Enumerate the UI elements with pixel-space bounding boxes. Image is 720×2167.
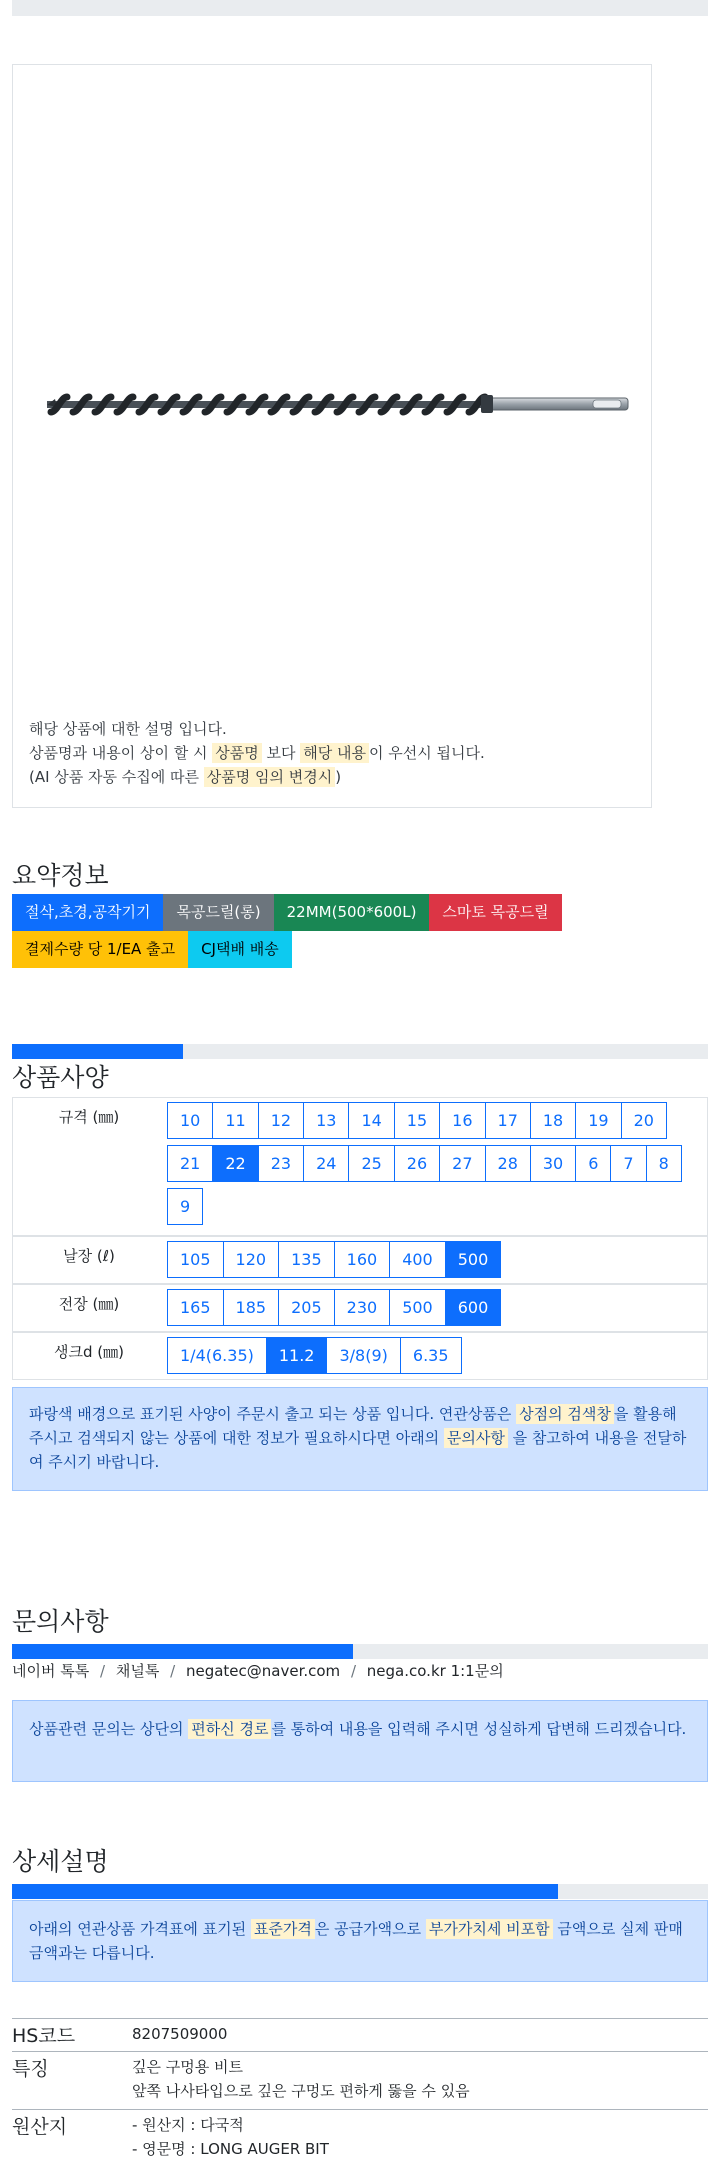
spec-option-button[interactable]: 23 [258,1145,304,1182]
spec-option-button[interactable]: 3/8(9) [326,1337,400,1374]
product-info-table [12,2018,708,2167]
spec-option-button[interactable]: 6.35 [400,1337,462,1374]
spec-option-button[interactable]: 18 [530,1102,576,1139]
info-line: 앞쪽 나사타입으로 깊은 구멍도 편하게 뚫을 수 있음 [132,2082,470,2100]
tag-shipping-qty: 결제수량 당 1/EA 출고 [12,931,188,968]
auger-drill-bit-image [33,355,633,455]
notice-text: 아래의 연관상품 가격표에 표기된 [29,1920,251,1938]
tag-courier: CJ택배 배송 [188,931,292,968]
info-line: - 영문명 : LONG AUGER BIT [132,2140,329,2158]
spec-option-button[interactable]: 400 [389,1241,446,1278]
summary-title: 요약정보 [12,861,109,890]
spec-option-button[interactable]: 9 [167,1188,203,1225]
spec-option-button[interactable]: 1/4(6.35) [167,1337,267,1374]
spec-notice [12,1387,708,1491]
spec-option-button[interactable]: 500 [389,1289,446,1326]
info-row-features [12,2051,708,2109]
spec-option-button[interactable]: 135 [278,1241,335,1278]
spec-option-button[interactable]: 20 [621,1102,667,1139]
spec-option-button[interactable]: 14 [348,1102,394,1139]
inquiry-progress-fill [12,1644,353,1659]
spec-option-button[interactable]: 230 [334,1289,391,1326]
spec-progress-bar [12,1044,708,1059]
spec-option-button[interactable]: 205 [278,1289,335,1326]
detail-title: 상세설명 [12,1847,109,1876]
info-key: 원산지 [12,2116,68,2138]
desc-text: (AI 상품 자동 수집에 따른 [29,768,204,786]
spec-row-label: 규격 (㎜) [58,1108,120,1126]
spec-options [167,1337,707,1380]
notice-text: 을 참고하여 내용을 전달하여 주시기 바랍니다. [29,1429,687,1471]
spec-row [12,1284,708,1332]
detail-progress-fill [12,1884,558,1899]
option-row [167,1145,707,1188]
desc-line-3 [29,765,485,789]
detail-notice [12,1900,708,1982]
spec-option-button[interactable]: 6 [575,1145,611,1182]
spec-option-button[interactable]: 30 [530,1145,576,1182]
notice-highlight: 편하신 경로 [188,1719,271,1739]
desc-highlight: 상품명 임의 변경시 [204,767,335,787]
info-key: 특징 [12,2058,49,2080]
top-divider-bar [12,0,708,16]
contact-channels [12,1660,504,1681]
option-row [167,1337,707,1380]
spec-option-button[interactable]: 24 [303,1145,349,1182]
spec-option-button[interactable]: 600 [445,1289,502,1326]
inquiry-title: 문의사항 [12,1607,109,1636]
tag-subcategory[interactable]: 목공드릴(롱) [163,894,273,931]
spec-row [12,1332,708,1380]
notice-text: 은 공급가액으로 [314,1920,426,1938]
spec-row [12,1097,708,1236]
info-key: HS코드 [12,2025,76,2047]
spec-option-button[interactable]: 19 [575,1102,621,1139]
tag-size[interactable]: 22MM(500*600L) [274,894,430,931]
spec-options [167,1241,707,1284]
spec-options [167,1102,707,1231]
desc-text: 보다 [261,744,301,762]
tag-category[interactable]: 절삭,초경,공작기기 [12,894,163,931]
spec-option-button[interactable]: 15 [394,1102,440,1139]
desc-text: ) [335,768,342,786]
spec-option-button[interactable]: 21 [167,1145,213,1182]
separator: / [100,1662,106,1680]
spec-option-button[interactable]: 10 [167,1102,213,1139]
spec-options [167,1289,707,1332]
spec-option-button[interactable]: 500 [445,1241,502,1278]
spec-option-button[interactable]: 105 [167,1241,224,1278]
notice-text: 파랑색 배경으로 표기된 사양이 주문시 출고 되는 상품 입니다. 연관상품은 [29,1405,517,1423]
spec-option-button[interactable]: 28 [485,1145,531,1182]
spec-option-button[interactable]: 7 [610,1145,646,1182]
info-line: 깊은 구멍용 비트 [132,2058,243,2076]
spec-title: 상품사양 [12,1063,109,1092]
inquiry-progress-bar [12,1644,708,1659]
channel-naver-talk[interactable]: 네이버 톡톡 [12,1662,90,1680]
info-value [132,2110,708,2161]
spec-option-button[interactable]: 11 [212,1102,258,1139]
product-description [29,717,485,789]
desc-line-1: 해당 상품에 대한 설명 입니다. [29,720,227,738]
option-row [167,1289,707,1332]
spec-row-label: 날장 (ℓ) [63,1247,115,1265]
notice-highlight: 문의사항 [444,1428,508,1448]
spec-row-label: 생크d (㎜) [54,1343,124,1361]
notice-text: 을 활용해 주시고 검색되지 않는 상품에 대한 정보가 필요하시다면 아래의 [29,1405,677,1447]
inquiry-notice [12,1700,708,1782]
notice-text: 를 통하여 내용을 입력해 주시면 성실하게 답변해 드리겠습니다. [271,1720,687,1738]
spec-option-button[interactable]: 160 [334,1241,391,1278]
detail-progress-bar [12,1884,708,1899]
spec-option-button[interactable]: 27 [439,1145,485,1182]
desc-text: 이 우선시 됩니다. [368,744,485,762]
spec-option-button[interactable]: 13 [303,1102,349,1139]
tag-brand[interactable]: 스마토 목공드릴 [429,894,561,931]
spec-option-button[interactable]: 16 [439,1102,485,1139]
spec-row [12,1236,708,1284]
spec-row-label: 전장 (㎜) [58,1295,120,1313]
desc-highlight: 해당 내용 [300,743,369,763]
product-image-card [12,64,652,808]
channel-channeltalk[interactable]: 채널톡 [115,1662,160,1680]
info-line: 8207509000 [132,2025,228,2043]
desc-line-2 [29,741,485,765]
channel-email[interactable]: negatec@naver.com [185,1662,341,1680]
spec-option-button[interactable]: 11.2 [266,1337,328,1374]
option-row [167,1241,707,1284]
desc-text: 상품명과 내용이 상이 할 시 [29,744,213,762]
spec-option-button[interactable]: 22 [212,1145,258,1182]
notice-text: 상품관련 문의는 상단의 [29,1720,189,1738]
spec-option-button[interactable]: 120 [223,1241,280,1278]
channel-website-inquiry[interactable]: nega.co.kr 1:1문의 [366,1662,504,1680]
option-row [167,1188,707,1231]
separator: / [170,1662,176,1680]
spec-option-button[interactable]: 26 [394,1145,440,1182]
option-row [167,1102,707,1145]
notice-highlight: 표준가격 [251,1919,315,1939]
info-row-hs-code [12,2018,708,2051]
spec-progress-fill [12,1044,183,1059]
spec-option-button[interactable]: 8 [646,1145,682,1182]
info-value [132,2019,708,2046]
notice-text: 금액으로 실제 판매금액과는 다릅니다. [29,1920,683,1962]
desc-highlight: 상품명 [212,743,261,763]
spec-option-button[interactable]: 12 [258,1102,304,1139]
info-value [132,2052,708,2103]
spec-option-button[interactable]: 185 [223,1289,280,1326]
summary-tags [12,894,612,968]
info-line: - 원산지 : 다국적 [132,2116,244,2134]
notice-highlight: 부가가치세 비포함 [426,1919,553,1939]
spec-option-button[interactable]: 165 [167,1289,224,1326]
separator: / [350,1662,357,1680]
notice-highlight: 상점의 검색창 [516,1404,614,1424]
spec-option-button[interactable]: 25 [348,1145,394,1182]
info-row-origin [12,2109,708,2167]
spec-option-button[interactable]: 17 [485,1102,531,1139]
